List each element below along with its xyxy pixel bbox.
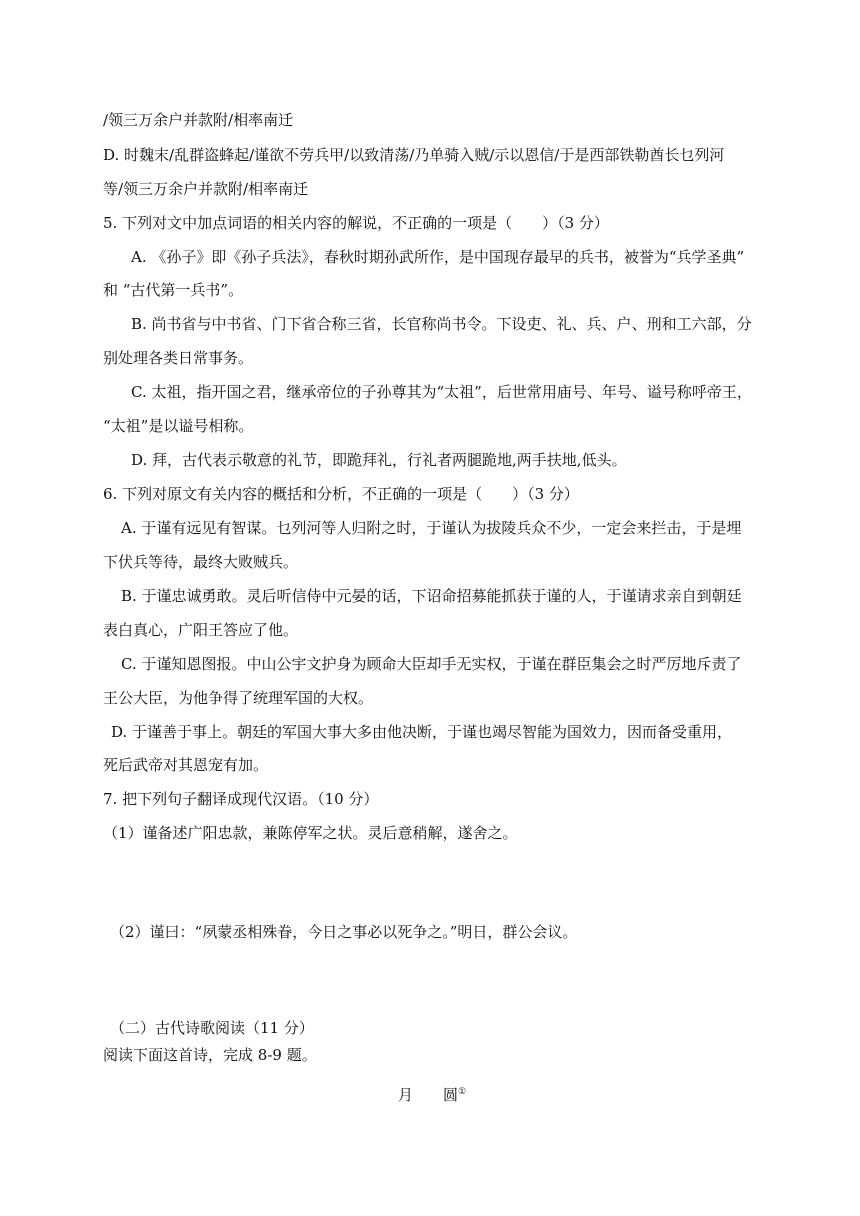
q5-option-a: A. 《孙子》即《孙子兵法》，春秋时期孙武所作，是中国现存最早的兵书，被誉为“兵学圣典” (131, 248, 745, 266)
question-6: 6. 下列对原文有关内容的概括和分析，不正确的一项是（ ）（3 分） (103, 485, 579, 503)
text-line: 下伏兵等待，最终大败贼兵。 (103, 553, 299, 571)
text-line: /领三万余户并款附/相率南迁 (103, 111, 294, 129)
q5-option-b: B. 尚书省与中书省、门下省合称三省，长官称尚书令。下设吏、礼、兵、户、刑和工六部，分 (131, 315, 752, 333)
q6-option-b: B. 于谨忠诚勇敢。灵后听信侍中元晏的话，下诏命招募能抓获于谨的人，于谨请求亲自到朝廷 (121, 587, 742, 605)
text-line: 王公大臣，为他争得了统理军国的大权。 (103, 689, 374, 707)
q7-sentence-2: （2）谨曰：“夙蒙丞相殊眷，今日之事必以死争之。”明日，群公会议。 (110, 923, 578, 941)
poem-title-char: 圆 (443, 1086, 459, 1104)
text-line: 别处理各类日常事务。 (103, 349, 254, 367)
q6-option-d: D. 于谨善于事上。朝廷的军国大事大多由他决断，于谨也竭尽智能为国效力，因而备受重用， (111, 723, 733, 741)
poem-title (398, 1082, 466, 1105)
poem-title-char: 月 (398, 1086, 414, 1104)
text-line: 和 “古代第一兵书”。 (103, 281, 244, 299)
q7-sentence-1: （1）谨备述广阳忠款，兼陈停军之状。灵后意稍解，遂舍之。 (103, 824, 518, 842)
section-heading: （二）古代诗歌阅读（11 分） (110, 1019, 314, 1037)
instruction: 阅读下面这首诗，完成 8-9 题。 (103, 1046, 317, 1064)
text-line: “太祖”是以谥号相称。 (103, 417, 254, 435)
q5-option-c: C. 太祖，指开国之君，继承帝位的子孙尊其为“太祖”，后世常用庙号、年号、谥号称呼帝王， (131, 383, 752, 401)
text-line: 表白真心，广阳王答应了他。 (103, 621, 299, 639)
q6-option-a: A. 于谨有远见有智谋。乜列河等人归附之时，于谨认为拔陵兵众不少，一定会来拦击，于是埋 (121, 519, 742, 537)
question-5: 5. 下列对文中加点词语的相关内容的解说，不正确的一项是（ ）（3 分） (103, 214, 609, 232)
text-line: 等/领三万余户并款附/相率南迁 (103, 180, 309, 198)
footnote-mark: ① (458, 1087, 467, 1097)
question-7: 7. 把下列句子翻译成现代汉语。（10 分） (103, 790, 379, 808)
q5-option-d: D. 拜，古代表示敬意的礼节，即跪拜礼，行礼者两腿跪地,两手扶地,低头。 (131, 451, 627, 469)
q6-option-c: C. 于谨知恩图报。中山公宇文护身为顾命大臣却手无实权，于谨在群臣集会之时严厉地斥责了 (121, 655, 742, 673)
option-d-q4: D. 时魏末/乱群盗蜂起/谨欲不劳兵甲/以致清荡/乃单骑入贼/示以恩信/于是西部铁勒酋长乜列河 (103, 146, 725, 164)
text-line: 死后武帝对其恩宠有加。 (103, 756, 269, 774)
